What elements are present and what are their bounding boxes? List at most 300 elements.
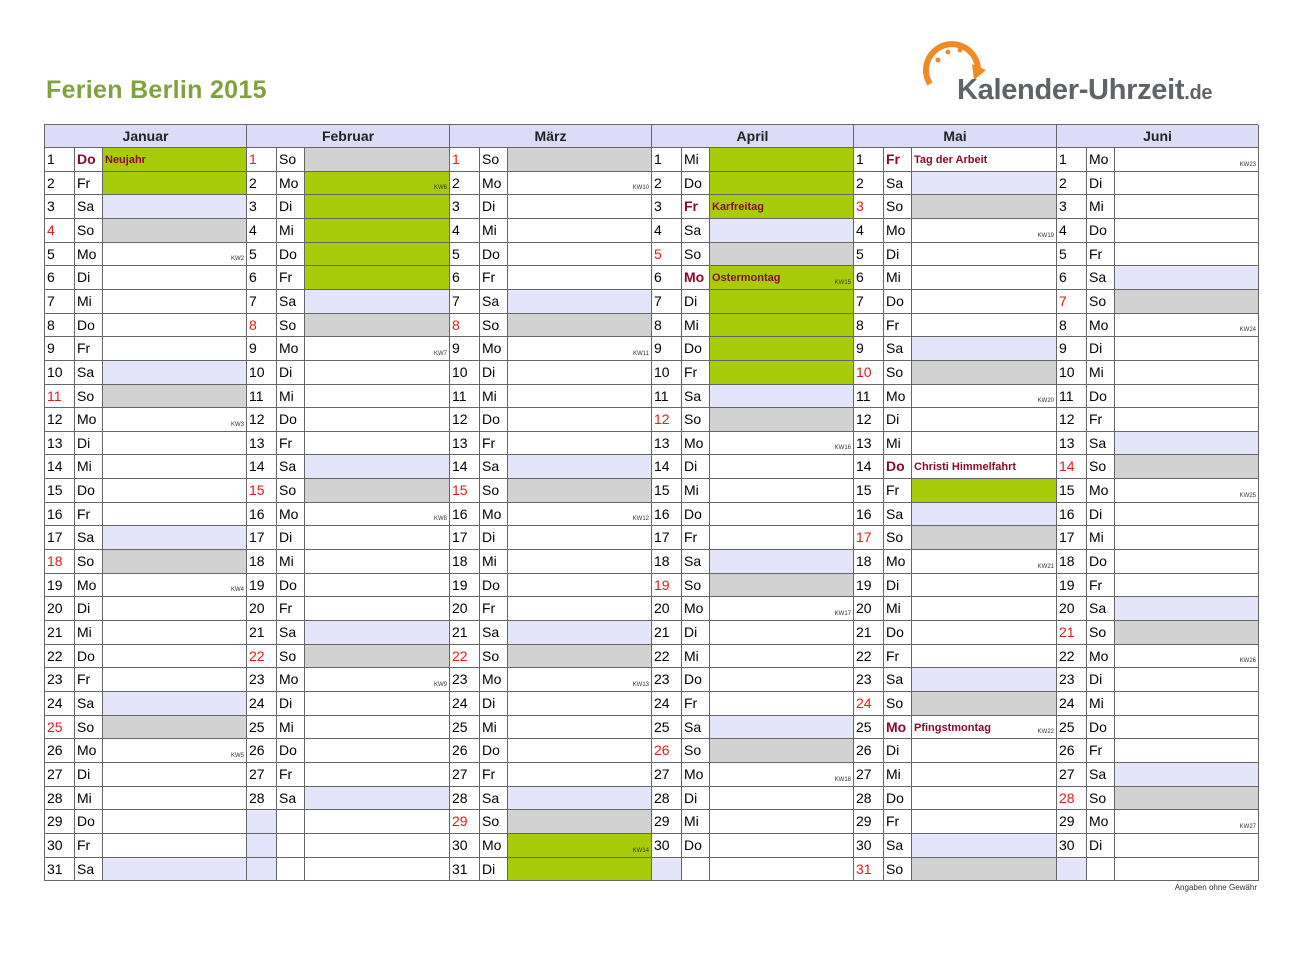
day-entry[interactable] xyxy=(305,739,450,763)
day-entry[interactable] xyxy=(508,597,652,621)
day-entry[interactable] xyxy=(912,645,1057,668)
day-entry[interactable] xyxy=(103,479,247,503)
day-number: 13 xyxy=(652,432,682,455)
day-entry[interactable] xyxy=(710,432,854,455)
day-weekday: Mi xyxy=(277,219,305,243)
day-entry[interactable] xyxy=(305,810,450,834)
day-entry[interactable] xyxy=(912,314,1057,337)
day-weekday: Mo xyxy=(884,716,912,739)
day-entry[interactable] xyxy=(1115,858,1259,881)
day-weekday: Fr xyxy=(75,668,103,692)
day-entry[interactable] xyxy=(710,787,854,810)
day-number: 23 xyxy=(652,668,682,692)
day-weekday: So xyxy=(884,858,912,881)
day-entry[interactable] xyxy=(912,810,1057,834)
day-entry[interactable] xyxy=(1115,432,1259,455)
day-entry[interactable] xyxy=(912,763,1057,787)
day-weekday: Mo xyxy=(682,432,710,455)
day-number: 24 xyxy=(1057,692,1087,716)
day-weekday: So xyxy=(277,148,305,172)
day-entry[interactable] xyxy=(912,195,1057,219)
day-entry[interactable] xyxy=(912,479,1057,503)
day-entry[interactable] xyxy=(912,787,1057,810)
day-entry[interactable] xyxy=(305,858,450,881)
day-weekday: Sa xyxy=(75,195,103,219)
day-entry[interactable] xyxy=(1115,621,1259,645)
day-entry[interactable] xyxy=(305,243,450,266)
day-weekday: Sa xyxy=(277,455,305,479)
calendar-week-label: KW16 xyxy=(834,445,851,451)
day-weekday: Mi xyxy=(884,266,912,290)
day-weekday: Fr xyxy=(1087,408,1115,432)
day-number: 27 xyxy=(247,763,277,787)
brand-logo[interactable] xyxy=(920,40,1250,112)
day-entry[interactable] xyxy=(103,787,247,810)
day-entry[interactable] xyxy=(1115,574,1259,597)
day-number: 26 xyxy=(1057,739,1087,763)
day-entry[interactable] xyxy=(710,858,854,881)
day-entry[interactable] xyxy=(1115,716,1259,739)
day-weekday: Mi xyxy=(682,479,710,503)
day-entry[interactable] xyxy=(710,337,854,361)
day-entry[interactable] xyxy=(103,432,247,455)
day-entry[interactable] xyxy=(912,337,1057,361)
day-entry[interactable] xyxy=(508,763,652,787)
day-entry[interactable] xyxy=(508,668,652,692)
day-entry[interactable] xyxy=(305,432,450,455)
day-entry[interactable] xyxy=(103,550,247,574)
day-entry[interactable] xyxy=(305,763,450,787)
day-entry[interactable] xyxy=(508,645,652,668)
day-entry[interactable] xyxy=(710,739,854,763)
day-entry[interactable] xyxy=(1115,385,1259,408)
day-weekday: Mo xyxy=(1087,645,1115,668)
day-number: 28 xyxy=(652,787,682,810)
day-entry[interactable] xyxy=(912,668,1057,692)
day-number: 6 xyxy=(45,266,75,290)
day-weekday: Fr xyxy=(884,479,912,503)
day-entry[interactable] xyxy=(103,290,247,314)
day-entry[interactable] xyxy=(1115,668,1259,692)
day-weekday: So xyxy=(682,408,710,432)
day-weekday: Sa xyxy=(75,361,103,385)
day-weekday: Fr xyxy=(682,526,710,550)
day-entry[interactable] xyxy=(912,290,1057,314)
day-entry[interactable] xyxy=(103,337,247,361)
day-entry[interactable] xyxy=(1115,763,1259,787)
day-entry[interactable] xyxy=(1115,810,1259,834)
day-weekday: Mo xyxy=(480,503,508,526)
day-number: 23 xyxy=(450,668,480,692)
day-weekday: Di xyxy=(480,361,508,385)
day-number: 7 xyxy=(247,290,277,314)
day-entry[interactable] xyxy=(508,148,652,172)
day-number: 7 xyxy=(1057,290,1087,314)
day-weekday: Mi xyxy=(1087,195,1115,219)
day-entry[interactable] xyxy=(305,219,450,243)
day-weekday: Mo xyxy=(75,574,103,597)
day-number: 19 xyxy=(247,574,277,597)
day-entry[interactable] xyxy=(912,172,1057,195)
calendar-week-label: KW12 xyxy=(632,516,649,522)
day-entry[interactable] xyxy=(103,692,247,716)
day-entry[interactable] xyxy=(912,834,1057,858)
day-entry[interactable] xyxy=(305,503,450,526)
day-entry[interactable] xyxy=(912,432,1057,455)
day-entry[interactable] xyxy=(103,645,247,668)
day-entry[interactable] xyxy=(508,716,652,739)
day-entry[interactable] xyxy=(305,148,450,172)
day-entry[interactable] xyxy=(305,408,450,432)
day-entry[interactable] xyxy=(912,266,1057,290)
day-entry[interactable] xyxy=(103,858,247,881)
day-number: 21 xyxy=(854,621,884,645)
day-entry[interactable] xyxy=(710,290,854,314)
day-entry[interactable] xyxy=(1115,266,1259,290)
day-number: 13 xyxy=(247,432,277,455)
day-weekday: Sa xyxy=(682,716,710,739)
day-entry[interactable] xyxy=(508,243,652,266)
day-entry[interactable] xyxy=(710,385,854,408)
day-number: 1 xyxy=(450,148,480,172)
day-entry[interactable] xyxy=(305,385,450,408)
day-weekday: So xyxy=(884,361,912,385)
day-entry[interactable] xyxy=(710,810,854,834)
day-entry[interactable] xyxy=(508,455,652,479)
day-entry[interactable] xyxy=(305,645,450,668)
day-number: 2 xyxy=(247,172,277,195)
day-number: 15 xyxy=(652,479,682,503)
day-entry[interactable] xyxy=(1115,787,1259,810)
day-entry[interactable] xyxy=(710,195,854,219)
day-number: 15 xyxy=(854,479,884,503)
day-entry[interactable] xyxy=(305,834,450,858)
day-number: 13 xyxy=(1057,432,1087,455)
day-number: 30 xyxy=(854,834,884,858)
day-entry[interactable] xyxy=(1115,361,1259,385)
day-entry[interactable] xyxy=(305,314,450,337)
day-weekday: Fr xyxy=(480,763,508,787)
day-entry[interactable] xyxy=(912,692,1057,716)
day-number: 20 xyxy=(1057,597,1087,621)
day-number: 12 xyxy=(45,408,75,432)
day-entry[interactable] xyxy=(710,716,854,739)
day-entry[interactable] xyxy=(103,526,247,550)
day-entry[interactable] xyxy=(710,314,854,337)
day-entry[interactable] xyxy=(305,361,450,385)
day-entry[interactable] xyxy=(103,668,247,692)
day-entry[interactable] xyxy=(508,810,652,834)
day-entry[interactable] xyxy=(710,408,854,432)
day-weekday: Di xyxy=(1087,668,1115,692)
day-number: 12 xyxy=(854,408,884,432)
day-entry[interactable] xyxy=(912,550,1057,574)
day-number: 2 xyxy=(45,172,75,195)
day-entry[interactable] xyxy=(710,645,854,668)
day-weekday: Mo xyxy=(682,266,710,290)
day-entry[interactable] xyxy=(508,787,652,810)
day-entry[interactable] xyxy=(710,503,854,526)
day-entry[interactable] xyxy=(508,219,652,243)
day-weekday: Sa xyxy=(884,172,912,195)
day-entry[interactable] xyxy=(103,195,247,219)
day-entry[interactable] xyxy=(1115,219,1259,243)
day-entry[interactable] xyxy=(305,550,450,574)
day-entry[interactable] xyxy=(710,692,854,716)
day-entry[interactable] xyxy=(305,526,450,550)
day-number: 6 xyxy=(247,266,277,290)
day-entry[interactable] xyxy=(912,716,1057,739)
day-entry[interactable] xyxy=(103,148,247,172)
day-weekday: So xyxy=(75,716,103,739)
day-number: 4 xyxy=(45,219,75,243)
calendar-week-label: KW6 xyxy=(433,185,447,191)
day-entry[interactable] xyxy=(305,574,450,597)
day-entry[interactable] xyxy=(103,810,247,834)
day-entry[interactable] xyxy=(508,432,652,455)
day-entry[interactable] xyxy=(305,266,450,290)
day-entry[interactable] xyxy=(1115,195,1259,219)
day-entry[interactable] xyxy=(1115,479,1259,503)
day-entry[interactable] xyxy=(103,763,247,787)
calendar-week-label: KW22 xyxy=(1037,729,1054,735)
day-entry[interactable] xyxy=(103,314,247,337)
day-weekday: Fr xyxy=(277,432,305,455)
day-entry[interactable] xyxy=(305,787,450,810)
day-entry[interactable] xyxy=(103,716,247,739)
day-entry[interactable] xyxy=(1115,455,1259,479)
day-entry[interactable] xyxy=(1115,408,1259,432)
day-entry[interactable] xyxy=(305,479,450,503)
day-entry[interactable] xyxy=(103,597,247,621)
day-entry[interactable] xyxy=(305,597,450,621)
day-entry[interactable] xyxy=(103,266,247,290)
day-number: 25 xyxy=(247,716,277,739)
day-entry[interactable] xyxy=(103,834,247,858)
day-weekday: Fr xyxy=(75,172,103,195)
day-entry[interactable] xyxy=(1115,290,1259,314)
day-weekday: Fr xyxy=(277,597,305,621)
day-entry[interactable] xyxy=(305,621,450,645)
day-weekday: Fr xyxy=(682,361,710,385)
day-weekday: Sa xyxy=(480,787,508,810)
day-number: 3 xyxy=(854,195,884,219)
day-entry[interactable] xyxy=(305,692,450,716)
day-entry[interactable] xyxy=(508,479,652,503)
day-entry[interactable] xyxy=(305,290,450,314)
day-number xyxy=(247,834,277,858)
day-entry[interactable] xyxy=(710,219,854,243)
day-weekday: Mo xyxy=(277,503,305,526)
day-entry[interactable] xyxy=(710,621,854,645)
day-entry[interactable] xyxy=(508,858,652,881)
day-entry[interactable] xyxy=(710,455,854,479)
day-number: 13 xyxy=(45,432,75,455)
day-entry[interactable] xyxy=(508,550,652,574)
day-entry[interactable] xyxy=(710,763,854,787)
day-number: 17 xyxy=(652,526,682,550)
day-entry[interactable] xyxy=(508,195,652,219)
day-entry[interactable] xyxy=(103,172,247,195)
day-entry[interactable] xyxy=(1115,243,1259,266)
day-weekday: Mi xyxy=(682,148,710,172)
day-entry[interactable] xyxy=(508,408,652,432)
day-weekday: Sa xyxy=(682,550,710,574)
day-entry[interactable] xyxy=(508,739,652,763)
calendar-week-label: KW5 xyxy=(230,753,244,759)
day-entry[interactable] xyxy=(710,361,854,385)
day-number: 1 xyxy=(1057,148,1087,172)
day-entry[interactable] xyxy=(912,385,1057,408)
month-header: Januar xyxy=(45,125,247,148)
day-number: 9 xyxy=(854,337,884,361)
day-entry[interactable] xyxy=(710,834,854,858)
day-number: 15 xyxy=(1057,479,1087,503)
day-entry[interactable] xyxy=(508,172,652,195)
day-entry[interactable] xyxy=(710,526,854,550)
day-weekday: So xyxy=(277,314,305,337)
day-weekday: Do xyxy=(277,574,305,597)
day-weekday: Mo xyxy=(884,550,912,574)
day-weekday: Di xyxy=(884,739,912,763)
day-weekday: Di xyxy=(682,787,710,810)
day-entry[interactable] xyxy=(508,526,652,550)
day-entry[interactable] xyxy=(912,455,1057,479)
day-number: 10 xyxy=(1057,361,1087,385)
day-entry[interactable] xyxy=(1115,337,1259,361)
day-entry[interactable] xyxy=(710,597,854,621)
day-entry[interactable] xyxy=(1115,503,1259,526)
day-number: 23 xyxy=(1057,668,1087,692)
day-entry[interactable] xyxy=(912,503,1057,526)
day-weekday: Mo xyxy=(277,337,305,361)
day-entry[interactable] xyxy=(103,455,247,479)
day-weekday: Sa xyxy=(480,290,508,314)
day-entry[interactable] xyxy=(305,455,450,479)
day-number: 20 xyxy=(45,597,75,621)
day-number xyxy=(247,858,277,881)
day-entry[interactable] xyxy=(912,739,1057,763)
day-entry[interactable] xyxy=(912,526,1057,550)
day-weekday: Do xyxy=(480,408,508,432)
day-entry[interactable] xyxy=(508,503,652,526)
day-number: 5 xyxy=(652,243,682,266)
day-entry[interactable] xyxy=(103,739,247,763)
day-entry[interactable] xyxy=(912,858,1057,881)
logo-tld: .de xyxy=(1184,82,1213,104)
day-entry[interactable] xyxy=(305,668,450,692)
day-weekday: Mo xyxy=(75,739,103,763)
day-entry[interactable] xyxy=(1115,148,1259,172)
day-entry[interactable] xyxy=(912,148,1057,172)
day-weekday: Sa xyxy=(1087,597,1115,621)
day-entry[interactable] xyxy=(1115,739,1259,763)
day-entry[interactable] xyxy=(710,243,854,266)
day-entry[interactable] xyxy=(305,172,450,195)
day-entry[interactable] xyxy=(103,243,247,266)
day-entry[interactable] xyxy=(508,290,652,314)
day-entry[interactable] xyxy=(508,266,652,290)
day-entry[interactable] xyxy=(710,668,854,692)
day-weekday: Do xyxy=(884,290,912,314)
day-number: 30 xyxy=(652,834,682,858)
day-weekday: Do xyxy=(1087,716,1115,739)
day-entry[interactable] xyxy=(1115,526,1259,550)
day-weekday: Sa xyxy=(1087,432,1115,455)
day-entry[interactable] xyxy=(1115,550,1259,574)
day-entry[interactable] xyxy=(710,550,854,574)
day-entry[interactable] xyxy=(710,574,854,597)
day-weekday: Di xyxy=(75,266,103,290)
calendar-week-label: KW25 xyxy=(1239,493,1256,499)
day-number: 27 xyxy=(652,763,682,787)
day-entry[interactable] xyxy=(103,361,247,385)
day-weekday: Di xyxy=(480,195,508,219)
day-entry[interactable] xyxy=(508,574,652,597)
calendar-week-label: KW4 xyxy=(230,587,244,593)
day-number: 20 xyxy=(247,597,277,621)
day-number: 29 xyxy=(1057,810,1087,834)
day-entry[interactable] xyxy=(1115,692,1259,716)
day-entry[interactable] xyxy=(508,361,652,385)
day-entry[interactable] xyxy=(1115,834,1259,858)
day-entry[interactable] xyxy=(508,337,652,361)
day-entry[interactable] xyxy=(1115,597,1259,621)
day-entry[interactable] xyxy=(912,597,1057,621)
day-entry[interactable] xyxy=(508,621,652,645)
day-entry[interactable] xyxy=(305,337,450,361)
day-entry[interactable] xyxy=(710,172,854,195)
day-entry[interactable] xyxy=(508,692,652,716)
day-number xyxy=(1057,858,1087,881)
day-entry[interactable] xyxy=(103,574,247,597)
day-entry[interactable] xyxy=(912,361,1057,385)
month-header: Februar xyxy=(247,125,450,148)
day-entry[interactable] xyxy=(1115,645,1259,668)
day-entry[interactable] xyxy=(305,195,450,219)
day-entry[interactable] xyxy=(710,148,854,172)
day-entry[interactable] xyxy=(1115,314,1259,337)
day-weekday: Do xyxy=(682,668,710,692)
day-entry[interactable] xyxy=(305,716,450,739)
day-weekday: Do xyxy=(1087,385,1115,408)
day-entry[interactable] xyxy=(710,266,854,290)
day-number: 5 xyxy=(247,243,277,266)
day-number: 26 xyxy=(854,739,884,763)
day-number: 30 xyxy=(1057,834,1087,858)
day-entry[interactable] xyxy=(912,574,1057,597)
day-entry[interactable] xyxy=(912,219,1057,243)
day-entry[interactable] xyxy=(912,243,1057,266)
month-header: Juni xyxy=(1057,125,1259,148)
day-entry[interactable] xyxy=(912,408,1057,432)
day-entry[interactable] xyxy=(508,834,652,858)
day-entry[interactable] xyxy=(1115,172,1259,195)
day-entry[interactable] xyxy=(710,479,854,503)
day-entry[interactable] xyxy=(103,621,247,645)
day-weekday: Di xyxy=(884,574,912,597)
day-entry[interactable] xyxy=(103,219,247,243)
day-entry[interactable] xyxy=(508,314,652,337)
day-weekday: Mo xyxy=(1087,148,1115,172)
day-entry[interactable] xyxy=(508,385,652,408)
day-entry[interactable] xyxy=(103,503,247,526)
day-entry[interactable] xyxy=(103,385,247,408)
day-number: 22 xyxy=(652,645,682,668)
day-entry[interactable] xyxy=(103,408,247,432)
day-weekday: Do xyxy=(884,621,912,645)
day-entry[interactable] xyxy=(912,621,1057,645)
